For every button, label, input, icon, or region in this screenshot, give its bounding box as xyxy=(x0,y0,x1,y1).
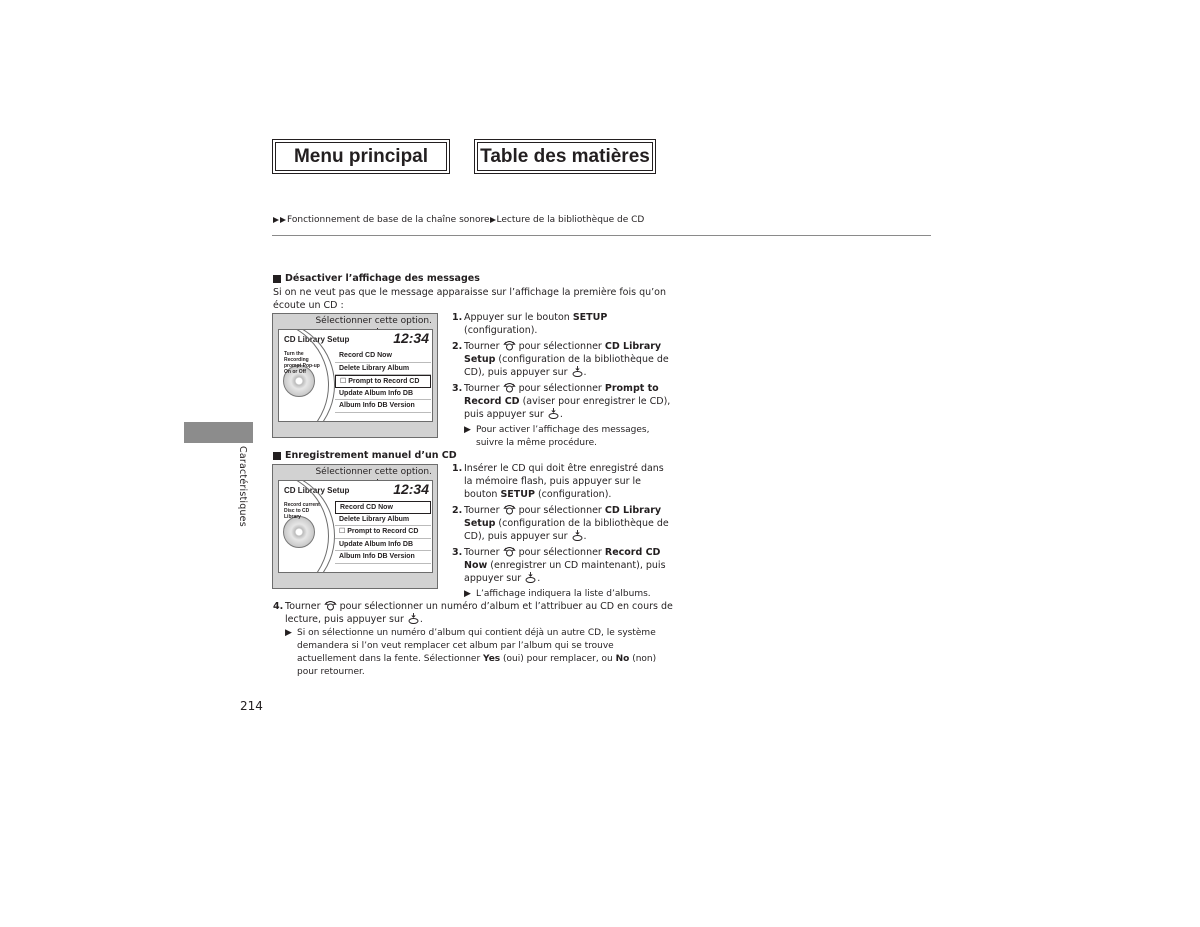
menu-item-prompt-to-record-cd: ☐ Prompt to Record CD xyxy=(335,526,431,539)
step-2: 2. Tourner pour sélectionner CD Library Setup (configuration de la bibliothèque de CD), puis appuyer sur . xyxy=(452,341,669,378)
note-arrow-icon: ▶ xyxy=(285,628,292,638)
menu-item-delete-library-album: Delete Library Album xyxy=(335,514,431,527)
breadcrumb-arrow-icon xyxy=(273,217,279,223)
page-number: 214 xyxy=(240,699,263,713)
rotary-knob-icon xyxy=(503,340,516,351)
step-3: 3. Tourner pour sélectionner Record CD Now (enregistrer un CD maintenant), puis appuyer sur . xyxy=(452,547,666,584)
screen-side-text: Turn the Recording prompt Pop-up On or Off xyxy=(284,351,320,375)
bullet-square-icon xyxy=(273,452,281,460)
press-knob-icon xyxy=(524,572,537,583)
section-intro: Si on ne veut pas que le message apparaisse sur l’affichage la première fois qu’on écoute un CD : xyxy=(273,287,666,311)
steps-section-2 xyxy=(452,462,674,601)
breadcrumb-arrow-icon xyxy=(280,217,286,223)
menu-item-album-info-db-version: Album Info DB Version xyxy=(335,400,431,413)
menu-item-delete-library-album: Delete Library Album xyxy=(335,363,431,376)
step-3: 3. Tourner pour sélectionner Prompt to Record CD (aviser pour enregistrer le CD), puis appuyer sur . xyxy=(452,383,671,420)
note-arrow-icon: ▶ xyxy=(464,425,471,435)
menu-item-update-album-info-db: Update Album Info DB xyxy=(335,388,431,401)
rotary-knob-icon xyxy=(503,504,516,515)
step-note: ▶ Si on sélectionne un numéro d’album qui contient déjà un autre CD, le système demandera si l’on veut remplacer cet album par l’album qui se trouve actuellement dans la fente. Sélectionner Yes (oui) pour remplacer, ou No (non) pour retourner. xyxy=(285,628,657,677)
steps-section-1 xyxy=(452,311,674,450)
screen-title: CD Library Setup xyxy=(284,486,350,495)
breadcrumb-link-audio-basics[interactable]: Fonctionnement de base de la chaîne sonore xyxy=(287,215,490,225)
screen-side-text: Record current Disc to CD Library xyxy=(284,502,320,520)
screen-menu xyxy=(335,501,431,564)
section-heading-manual-record: Enregistrement manuel d’un CD xyxy=(273,450,457,461)
menu-item-prompt-to-record-cd: ☐ Prompt to Record CD xyxy=(335,375,431,388)
screen-caption: Sélectionner cette option. xyxy=(315,316,432,326)
breadcrumb-arrow-icon xyxy=(490,217,496,223)
rotary-knob-icon xyxy=(503,382,516,393)
press-knob-icon xyxy=(571,366,584,377)
bullet-square-icon xyxy=(273,275,281,283)
main-menu-button[interactable]: Menu principal xyxy=(272,139,450,174)
step-2: 2. Tourner pour sélectionner CD Library Setup (configuration de la bibliothèque de CD), puis appuyer sur . xyxy=(452,505,669,542)
step-note: ▶ Pour activer l’affichage des messages, suivre la même procédure. xyxy=(464,425,650,448)
chapter-label: Caractéristiques xyxy=(237,446,248,527)
menu-item-album-info-db-version: Album Info DB Version xyxy=(335,551,431,564)
screen-menu xyxy=(335,350,431,413)
step-1: 1. Insérer le CD qui doit être enregistré dans la mémoire flash, puis appuyer sur le bouton SETUP (configuration). xyxy=(452,463,664,500)
menu-item-record-cd-now: Record CD Now xyxy=(335,501,431,514)
screen-title: CD Library Setup xyxy=(284,335,350,344)
press-knob-icon xyxy=(571,530,584,541)
screen-illustration-2 xyxy=(272,464,438,589)
breadcrumb xyxy=(273,215,644,225)
press-knob-icon xyxy=(547,408,560,419)
press-knob-icon xyxy=(407,613,420,624)
screen-clock: 12:34 xyxy=(393,330,429,346)
chapter-tab[interactable] xyxy=(184,422,253,443)
rotary-knob-icon xyxy=(324,600,337,611)
section-heading-disable-prompt: Désactiver l’affichage des messages xyxy=(273,273,480,284)
table-of-contents-button[interactable]: Table des matières xyxy=(474,139,656,174)
step-note: ▶ L’affichage indiquera la liste d’albums. xyxy=(464,589,651,599)
note-arrow-icon: ▶ xyxy=(464,589,471,599)
step-1: 1. Appuyer sur le bouton SETUP (configuration). xyxy=(452,312,608,336)
header-divider xyxy=(272,235,931,236)
step-4: 4. Tourner pour sélectionner un numéro d’album et l’attribuer au CD en cours de lecture, puis appuyer sur . ▶ Si on sélectionne un numéro d’album qui contient déjà un autre CD, le système demandera si l’on veut remplacer cet album par l’album qui se trouve actuellement dans la fente. Sélectionner Yes (oui) pour remplacer, ou No (non) pour retourner. xyxy=(273,600,675,679)
menu-item-update-album-info-db: Update Album Info DB xyxy=(335,539,431,552)
breadcrumb-current: Lecture de la bibliothèque de CD xyxy=(496,215,645,225)
screen-caption: Sélectionner cette option. xyxy=(315,467,432,477)
screen-clock: 12:34 xyxy=(393,481,429,497)
rotary-knob-icon xyxy=(503,546,516,557)
screen-illustration-1 xyxy=(272,313,438,438)
menu-item-record-cd-now: Record CD Now xyxy=(335,350,431,363)
